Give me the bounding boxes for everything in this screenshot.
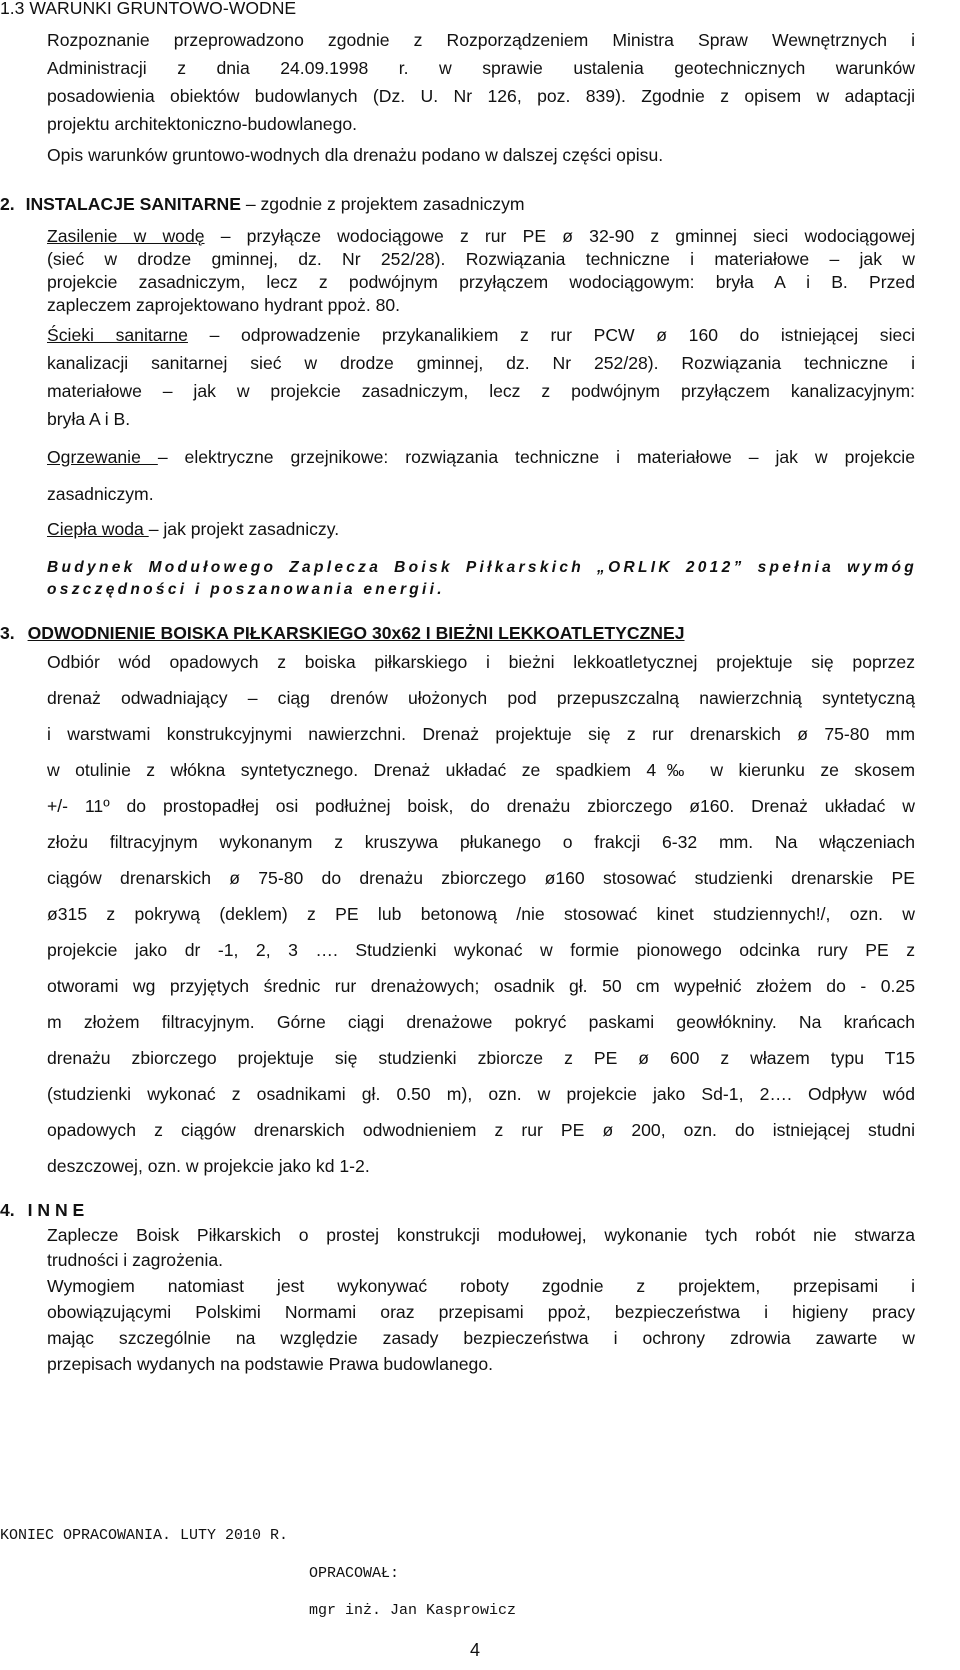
energy-statement xyxy=(47,559,917,609)
paragraph-line: Wymogiem natomiast jest wykonywać roboty zgodnie z projektem, przepisami i xyxy=(47,1276,915,1296)
paragraph-line xyxy=(47,226,915,247)
paragraph-line: bryła A i B. xyxy=(47,409,131,429)
paragraph-line: drenażu zbiorczego projektuje się studzienki zbiorcze z PE ø 600 z włazem typu T15 xyxy=(47,1048,915,1068)
section-3-paragraph xyxy=(47,652,915,1176)
section-2-number: 2. xyxy=(0,194,15,214)
paragraph-line: w otulinie z włókna syntetycznego. Drenaż układać ze spadkiem 4‰ w kierunku ze skosem xyxy=(47,760,915,780)
paragraph-line: Rozpoznanie przeprowadzono zgodnie z Rozporządzeniem Ministra Spraw Wewnętrznych i xyxy=(47,30,915,50)
section-1-3-note: Opis warunków gruntowo-wodnych dla drenażu podano w dalszej części opisu. xyxy=(47,145,664,165)
paragraph-line: otworami wg przyjętych średnic rur drenażowych; osadnik gł. 50 cm wypełnić złożem do - 0.25 xyxy=(47,976,915,996)
section-4-paragraph xyxy=(47,1225,915,1385)
paragraph-line: projekcie zasadniczym, lecz z podwójnym przyłączem wodociągowym: bryła A i B. Przed xyxy=(47,272,915,292)
section-3-title: ODWODNIENIE BOISKA PIŁKARSKIEGO 30x62 I BIEŻNI LEKKOATLETYCZNEJ xyxy=(27,623,685,643)
sewage-paragraph xyxy=(47,325,915,435)
paragraph-text: – odprowadzenie przykanalikiem z rur PCW ø 160 do istniejącej sieci xyxy=(187,325,915,345)
section-2-title-rest: – zgodnie z projektem zasadniczym xyxy=(240,194,525,214)
section-3-heading xyxy=(0,623,685,644)
paragraph-text: – jak projekt zasadniczy. xyxy=(148,519,340,539)
paragraph-line: oszczędności i poszanowania energii. xyxy=(47,581,445,598)
heating-label: Ogrzewanie xyxy=(47,447,158,467)
paragraph-line xyxy=(47,447,915,468)
paragraph-line: zapleczem zaprojektowano hydrant ppoż. 80. xyxy=(47,295,401,315)
paragraph-line: projekcie jako dr -1, 2, 3 …. Studzienki wykonać w formie pionowego odcinka rury PE z xyxy=(47,940,915,960)
paragraph-line: złożu filtracyjnym wykonanym z kruszywa płukanego o frakcji 6-32 mm. Na włączeniach xyxy=(47,832,915,852)
paragraph-line: m złożem filtracyjnym. Górne ciągi drenażowe pokryć paskami geowłókniny. Na krańcach xyxy=(47,1012,915,1032)
section-1-3-heading: 1.3 WARUNKI GRUNTOWO-WODNE xyxy=(0,0,297,18)
section-4-heading xyxy=(0,1200,84,1221)
paragraph-text: – elektryczne grzejnikowe: rozwiązania techniczne i materiałowe – jak w projekcie xyxy=(157,447,915,467)
paragraph-line: i warstwami konstrukcyjnymi nawierzchni. Drenaż projektuje się z rur drenarskich ø 75-80 mm xyxy=(47,724,915,744)
paragraph-line: deszczowej, ozn. w projekcie jako kd 1-2. xyxy=(47,1156,370,1176)
author-name: mgr inż. Jan Kasprowicz xyxy=(309,1602,517,1619)
paragraph-line: ciągów drenarskich ø 75-80 do drenażu zbiorczego ø160 stosować studzienki drenarskie PE xyxy=(47,868,915,888)
paragraph-text: – przyłącze wodociągowe z rur PE ø 32-90 z gminnej sieci wodociągowej xyxy=(204,226,915,246)
heating-paragraph xyxy=(47,447,915,517)
section-4-title: I N N E xyxy=(27,1200,85,1220)
paragraph-line: Administracji z dnia 24.09.1998 r. w sprawie ustalenia geotechnicznych warunków xyxy=(47,58,915,78)
paragraph-line: obowiązującymi Polskimi Normami oraz przepisami ppoż, bezpieczeństwa i higieny pracy xyxy=(47,1302,915,1322)
hot-water-line xyxy=(47,519,339,540)
prepared-by-label: OPRACOWAŁ: xyxy=(309,1565,400,1582)
paragraph-line: mając szczególnie na względzie zasady bezpieczeństwa i ochrony zdrowia zawarte w xyxy=(47,1328,915,1348)
paragraph-line: posadowienia obiektów budowlanych (Dz. U. Nr 126, poz. 839). Zgodnie z opisem w adaptacji xyxy=(47,86,915,106)
end-note: KONIEC OPRACOWANIA. LUTY 2010 R. xyxy=(0,1527,289,1544)
water-supply-label: Zasilenie w wodę xyxy=(47,226,205,246)
paragraph-line: Zaplecze Boisk Piłkarskich o prostej konstrukcji modułowej, wykonanie tych robót nie stwarza xyxy=(47,1225,915,1245)
section-1-3-paragraph xyxy=(47,30,915,140)
paragraph-line: materiałowe – jak w projekcie zasadniczym, lecz z podwójnym przyłączem kanalizacyjnym: xyxy=(47,381,915,401)
paragraph-line: ø315 z pokrywą (deklem) z PE lub betonową /nie stosować kinet studziennych!/, ozn. w xyxy=(47,904,915,924)
paragraph-line: +/- 11º do prostopadłej osi podłużnej boisk, do drenażu zbiorczego ø160. Drenaż układać w xyxy=(47,796,915,816)
section-4-number: 4. xyxy=(0,1200,15,1220)
page-number: 4 xyxy=(470,1640,481,1660)
hot-water-label: Ciepła woda xyxy=(47,519,149,539)
paragraph-line: przepisach wydanych na podstawie Prawa budowlanego. xyxy=(47,1354,493,1374)
paragraph-line: Budynek Modułowego Zaplecza Boisk Piłkarskich „ORLIK 2012” spełnia wymóg xyxy=(47,559,917,576)
paragraph-line: Odbiór wód opadowych z boiska piłkarskiego i bieżni lekkoatletycznej projektuje się poprzez xyxy=(47,652,915,672)
water-supply-paragraph xyxy=(47,226,915,336)
paragraph-line: kanalizacji sanitarnej sieć w drodze gminnej, dz. Nr 252/28). Rozwiązania techniczne i xyxy=(47,353,915,373)
paragraph-line: opadowych z ciągów drenarskich odwodnieniem z rur PE ø 200, ozn. do istniejącej studni xyxy=(47,1120,915,1140)
paragraph-line: drenaż odwadniający – ciąg drenów ułożonych pod przepuszczalną nawierzchnią syntetyczną xyxy=(47,688,915,708)
paragraph-line: (sieć w drodze gminnej, dz. Nr 252/28). Rozwiązania techniczne i materiałowe – jak w xyxy=(47,249,915,269)
section-3-number: 3. xyxy=(0,623,15,643)
section-2-heading xyxy=(0,194,525,215)
paragraph-line: zasadniczym. xyxy=(47,484,154,504)
paragraph-line: projektu architektoniczno-budowlanego. xyxy=(47,114,358,134)
sewage-label: Ścieki sanitarne xyxy=(47,325,188,345)
paragraph-line: (studzienki wykonać z osadnikami gł. 0.50 m), ozn. w projekcie jako Sd-1, 2…. Odpływ wód xyxy=(47,1084,915,1104)
section-2-title: INSTALACJE SANITARNE xyxy=(25,194,241,214)
paragraph-line xyxy=(47,325,915,346)
paragraph-line: trudności i zagrożenia. xyxy=(47,1250,224,1270)
